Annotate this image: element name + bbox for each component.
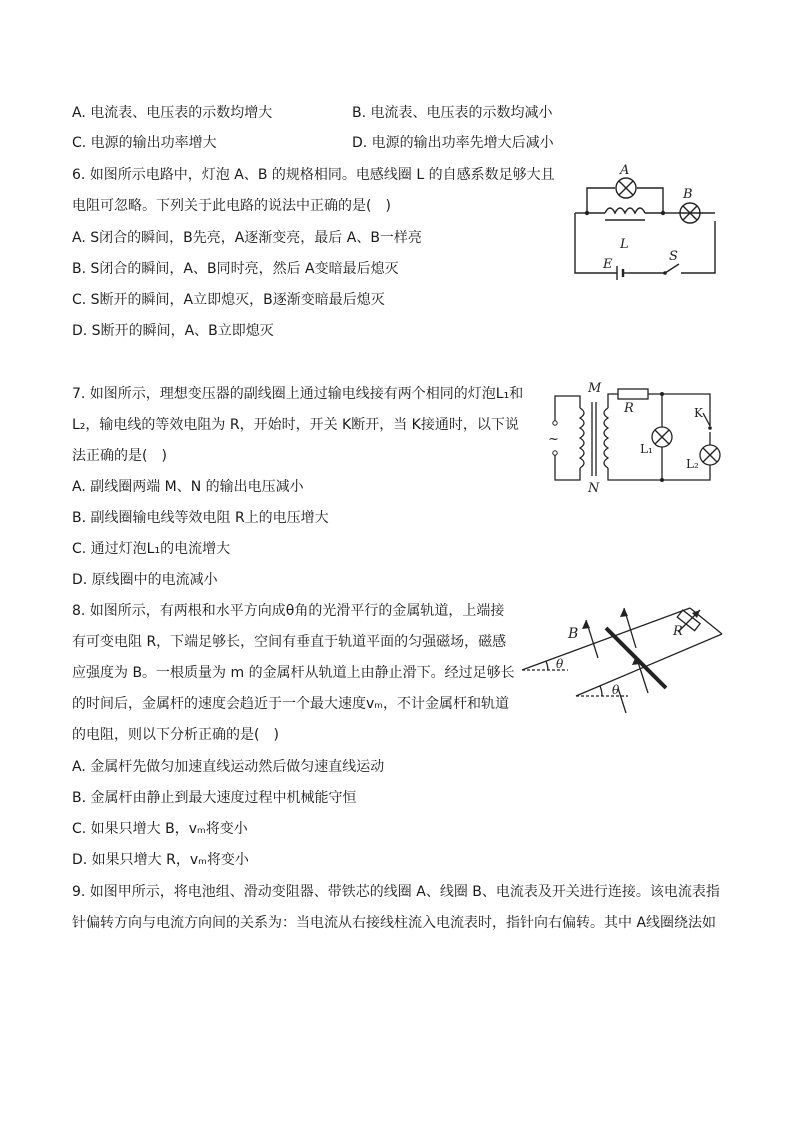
q8-label-theta1: θ bbox=[556, 657, 564, 671]
q6-label-a: A bbox=[620, 163, 630, 178]
q8-label-b: B bbox=[568, 626, 579, 642]
q5-option-b: B. 电流表、电压表的示数均减小 bbox=[352, 105, 553, 121]
q6-option-c: C. S断开的瞬间，A立即熄灭，B逐渐变暗最后熄灭 bbox=[72, 292, 385, 308]
q5-option-d: D. 电源的输出功率先增大后减小 bbox=[352, 135, 554, 151]
q7-transformer-figure bbox=[540, 380, 725, 495]
q8-label-theta2: θ bbox=[612, 683, 620, 697]
q8-stem-line3: 应强度为 B。一根质量为 m 的金属杆从轨道上由静止滑下。经过足够长 bbox=[72, 665, 515, 681]
q8-label-r: R bbox=[673, 624, 683, 639]
q6-circuit-figure bbox=[565, 160, 725, 280]
q5-option-c: C. 电源的输出功率增大 bbox=[72, 135, 217, 151]
q8-option-a: A. 金属杆先做匀加速直线运动然后做匀速直线运动 bbox=[72, 759, 385, 775]
q8-stem-line4: 的时间后，金属杆的速度会趋近于一个最大速度vₘ，不计金属杆和轨道 bbox=[72, 696, 510, 712]
q7-label-l1: L₁ bbox=[640, 442, 653, 456]
q7-ac-symbol: ~ bbox=[548, 432, 559, 447]
q7-option-c: C. 通过灯泡L₁的电流增大 bbox=[72, 541, 231, 557]
q6-stem-line1: 6. 如图所示电路中，灯泡 A、B 的规格相同。电感线圈 L 的自感系数足够大且 bbox=[72, 167, 555, 183]
q6-option-a: A. S闭合的瞬间，B先亮，A逐渐变亮，最后 A、B一样亮 bbox=[72, 230, 422, 246]
q6-option-d: D. S断开的瞬间，A、B立即熄灭 bbox=[72, 323, 274, 339]
q6-label-l: L bbox=[620, 237, 629, 252]
q7-stem-line3: 法正确的是( ) bbox=[72, 448, 167, 464]
q6-label-e: E bbox=[603, 257, 613, 272]
q7-label-m: M bbox=[588, 381, 602, 396]
q6-label-b: B bbox=[683, 187, 693, 202]
q9-stem-line2: 针偏转方向与电流方向间的关系为：当电流从右接线柱流入电流表时，指针向右偏转。其中 A线圈绕法如 bbox=[72, 915, 717, 931]
q9-stem-line1: 9. 如图甲所示，将电池组、滑动变阻器、带铁芯的线圈 A、线圈 B、电流表及开关进行连接。该电流表指 bbox=[72, 884, 720, 900]
q5-option-a: A. 电流表、电压表的示数均增大 bbox=[72, 105, 273, 121]
q7-label-l2: L₂ bbox=[686, 457, 699, 471]
q7-option-d: D. 原线圈中的电流减小 bbox=[72, 572, 218, 588]
q8-option-c: C. 如果只增大 B，vₘ将变小 bbox=[72, 821, 248, 837]
q6-stem-line2: 电阻可忽略。下列关于此电路的说法中正确的是( ) bbox=[72, 198, 391, 214]
q6-label-s: S bbox=[669, 249, 678, 264]
q6-option-b: B. S闭合的瞬间，A、B同时亮，然后 A变暗最后熄灭 bbox=[72, 261, 399, 277]
q8-stem-line2: 有可变电阻 R，下端足够长，空间有垂直于轨道平面的匀强磁场，磁感 bbox=[72, 634, 507, 650]
q8-rails-figure bbox=[518, 598, 728, 718]
q8-option-d: D. 如果只增大 R，vₘ将变小 bbox=[72, 852, 249, 868]
q8-stem-line1: 8. 如图所示，有两根和水平方向成θ角的光滑平行的金属轨道，上端接 bbox=[72, 603, 505, 619]
q8-option-b: B. 金属杆由静止到最大速度过程中机械能守恒 bbox=[72, 790, 357, 806]
q7-option-a: A. 副线圈两端 M、N 的输出电压减小 bbox=[72, 479, 304, 495]
q7-label-r: R bbox=[624, 401, 634, 416]
q7-stem-line1: 7. 如图所示，理想变压器的副线圈上通过输电线接有两个相同的灯泡L₁和 bbox=[72, 386, 524, 402]
q7-label-n: N bbox=[588, 481, 600, 495]
q7-stem-line2: L₂，输电线的等效电阻为 R，开始时，开关 K断开，当 K接通时，以下说 bbox=[72, 417, 519, 433]
q8-stem-line5: 的电阻，则以下分析正确的是( ) bbox=[72, 727, 279, 743]
q7-label-k: K bbox=[694, 406, 703, 420]
q7-option-b: B. 副线圈输电线等效电阻 R上的电压增大 bbox=[72, 510, 329, 526]
